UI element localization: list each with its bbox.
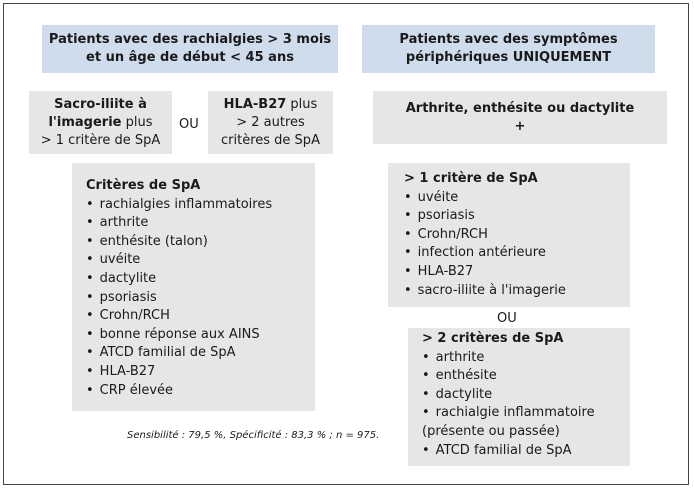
sacroiliitis-imaging-text: l'imagerie	[48, 114, 122, 130]
criterion-item: • rachialgie inflammatoire	[422, 404, 630, 423]
peripheral-plus-sign: +	[514, 118, 526, 134]
criterion-item: • HLA-B27	[86, 363, 315, 382]
criterion-item: • CRP élevée	[86, 382, 315, 401]
criterion-item: • ATCD familial de SpA	[422, 442, 630, 461]
hla-b27-text: HLA-B27	[223, 96, 287, 112]
sacroiliitis-plus-text: plus	[121, 114, 153, 130]
spa-criteria-list	[86, 196, 315, 401]
criterion-item: • HLA-B27	[404, 263, 630, 282]
criterion-item: • ATCD familial de SpA	[86, 344, 315, 363]
sacroiliitis-line1: Sacro-iliite à	[54, 96, 147, 112]
hla-b27-line2: > 2 autres	[236, 114, 305, 130]
criterion-item: • enthésite (talon)	[86, 233, 315, 252]
hla-b27-arm-box	[208, 91, 333, 154]
header-peripheral-patients	[362, 25, 655, 73]
peripheral-group1-list	[404, 189, 630, 301]
peripheral-criteria-group2-box	[408, 328, 630, 466]
or-label-right: OU	[497, 311, 517, 326]
criterion-item: • dactylite	[422, 386, 630, 405]
peripheral-symptoms-text: Arthrite, enthésite ou dactylite	[405, 100, 635, 116]
hla-b27-line1	[224, 96, 318, 114]
criterion-item: • psoriasis	[86, 289, 315, 308]
peripheral-group2-title: > 2 critères de SpA	[422, 331, 564, 346]
criterion-item: • enthésite	[422, 367, 630, 386]
criterion-item: • bonne réponse aux AINS	[86, 326, 315, 345]
criterion-item: • arthrite	[86, 214, 315, 233]
spa-criteria-box	[72, 163, 315, 411]
header-peripheral-line1: Patients avec des symptômes	[399, 32, 618, 47]
spa-criteria-title: Critères de SpA	[86, 178, 201, 193]
criterion-item: • uvéite	[86, 251, 315, 270]
header-axial-line1: Patients avec des rachialgies > 3 mois	[48, 32, 332, 47]
criterion-item: • Crohn/RCH	[404, 226, 630, 245]
sacroiliitis-arm-box	[29, 91, 172, 154]
criterion-item: • infection antérieure	[404, 244, 630, 263]
peripheral-symptoms-box	[373, 91, 667, 144]
peripheral-criteria-group1-box	[388, 163, 630, 307]
header-peripheral-line2: périphériques UNIQUEMENT	[405, 50, 612, 65]
criterion-item: • uvéite	[404, 189, 630, 208]
peripheral-group1-title: > 1 critère de SpA	[404, 171, 538, 186]
criterion-item: • psoriasis	[404, 207, 630, 226]
criterion-item: • dactylite	[86, 270, 315, 289]
or-label-left: OU	[179, 117, 199, 132]
criterion-item: • Crohn/RCH	[86, 307, 315, 326]
sacroiliitis-line3: > 1 critère de SpA	[40, 132, 161, 148]
sensitivity-footnote: Sensibilité : 79,5 %, Spécificité : 83,3 % ; n = 975.	[127, 430, 380, 441]
peripheral-group2-list	[422, 349, 630, 461]
hla-b27-plus-text: plus	[286, 96, 318, 112]
header-axial-patients	[42, 25, 338, 73]
criterion-item: • sacro-iliite à l'imagerie	[404, 282, 630, 301]
criterion-item: • arthrite	[422, 349, 630, 368]
criterion-item: • rachialgies inflammatoires	[86, 196, 315, 215]
criterion-item-continuation: (présente ou passée)	[422, 423, 560, 439]
header-axial-line2: et un âge de début < 45 ans	[86, 50, 294, 65]
hla-b27-line3: critères de SpA	[221, 132, 320, 148]
sacroiliitis-line2	[48, 114, 152, 132]
